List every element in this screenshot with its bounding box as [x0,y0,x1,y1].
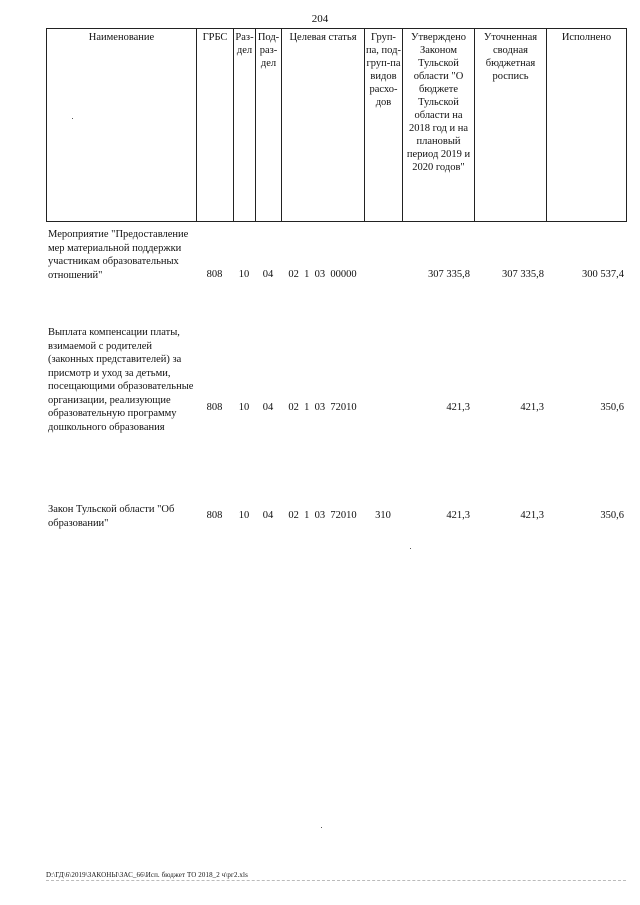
footer-divider [46,880,626,881]
header-name: Наименование [47,29,197,222]
row-grbs: 808 [206,510,223,521]
row-razdel: 10 [238,402,250,413]
row-approved: 421,3 [446,402,470,413]
header-approved: Утверждено Законом Тульской области "О бюджете Тульской области на 2018 год и на плановый период 2019 и 2020 годов" [403,29,475,222]
row-podrazdel: 04 [262,510,274,521]
row-executed: 300 537,4 [582,269,624,280]
row-name: Закон Тульской области "Об образовании" [48,504,175,529]
row-executed: 350,6 [600,510,624,521]
header-razdel: Раз-дел [234,29,256,222]
scan-speck [72,118,73,119]
row-podrazdel: 04 [262,402,274,413]
row-group: 310 [375,510,391,521]
row-refined: 421,3 [520,510,544,521]
row-target: 02 1 03 72010 [288,402,357,413]
row-refined: 421,3 [520,402,544,413]
row-refined: 307 335,8 [502,269,544,280]
header-executed: Исполнено [547,29,627,222]
scan-speck [321,827,322,828]
row-target: 02 1 03 00000 [288,269,357,280]
row-name: Мероприятие "Предоставление мер материальной поддержки участникам образовательных отношений" [48,229,189,281]
page-number: 204 [311,13,329,25]
footer-file-path: D:\ГД\6\2019\ЗАКОНЫ\ЗАС_66\Исп. бюджет ТО 2018_2 ч\рг2.xls [46,871,248,879]
row-approved: 307 335,8 [428,269,470,280]
row-executed: 350,6 [600,402,624,413]
row-razdel: 10 [238,510,250,521]
row-approved: 421,3 [446,510,470,521]
header-group: Груп-па, под-груп-па видов расхо-дов [365,29,403,222]
row-name: Выплата компенсации платы, взимаемой с родителей (законных представителей) за присмотр и уход за детьми, посещающими образовательные организации, реализующие образовательную программу дошкольного образования [48,327,194,433]
header-podrazdel: Под-раз-дел [256,29,282,222]
header-grbs: ГРБС [197,29,234,222]
row-razdel: 10 [238,269,250,280]
scan-speck [410,548,411,549]
header-refined: Уточненная сводная бюджетная роспись [475,29,547,222]
header-target: Целевая статья [282,29,365,222]
row-target: 02 1 03 72010 [288,510,357,521]
row-grbs: 808 [206,402,223,413]
table-header [46,28,627,222]
row-grbs: 808 [206,269,223,280]
row-podrazdel: 04 [262,269,274,280]
